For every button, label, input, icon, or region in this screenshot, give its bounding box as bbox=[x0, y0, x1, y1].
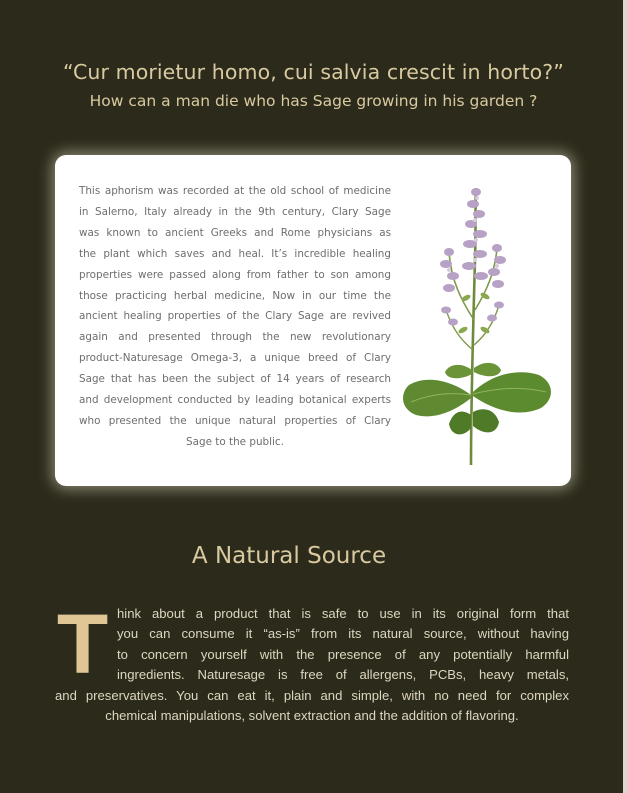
card-line: Sage to the public. bbox=[186, 435, 284, 448]
card-line: product-Naturesage Omega-3, a unique breed of Clary bbox=[79, 352, 391, 365]
card-line: again and presented through the new revolutionary bbox=[79, 331, 391, 344]
clary-sage-plant-image bbox=[391, 180, 561, 470]
card-line: and development conducted by leading botanical experts bbox=[79, 394, 391, 407]
body-line: hink about a product that is safe to use in its original form that bbox=[117, 606, 569, 621]
card-line: This aphorism was recorded at the old school of medicine bbox=[79, 185, 391, 197]
card-line: in Salerno, Italy already in the 9th century, Clary Sage bbox=[79, 205, 391, 218]
card-line: was known to ancient Greeks and Rome physicians as bbox=[79, 226, 391, 239]
quote-translation: How can a man die who has Sage growing in his garden ? bbox=[89, 92, 538, 110]
page-edge bbox=[623, 0, 627, 793]
card-line: those practicing herbal medicine, Now in our time the bbox=[79, 289, 391, 302]
body-line: chemical manipulations, solvent extraction and the addition of flavoring. bbox=[105, 708, 519, 724]
card-line: properties were passed along from father to son among bbox=[79, 268, 391, 281]
card-line: the plant which saves and heal. It’s incredible healing bbox=[79, 247, 391, 260]
body-line: and preservatives. You can eat it, plain and simple, with no need for complex bbox=[55, 688, 569, 703]
drop-cap: T bbox=[56, 597, 109, 691]
card-line: ancient healing properties of the Clary Sage are revived bbox=[79, 310, 391, 323]
lines-beside-drop-cap bbox=[117, 604, 569, 686]
body-line: you can consume it “as-is” from its natural source, without having bbox=[117, 626, 569, 642]
body-line: to concern yourself with the presence of any potentially harmful bbox=[117, 646, 569, 662]
card-line: who presented the unique natural properties of Clary bbox=[79, 414, 391, 427]
card-paragraph bbox=[79, 181, 391, 453]
latin-quote: “Cur morietur homo, cui salvia crescit in horto?” bbox=[63, 60, 564, 84]
card-line: Sage that has been the subject of 14 years of research bbox=[79, 373, 391, 386]
info-card bbox=[55, 155, 571, 486]
section-heading: A Natural Source bbox=[191, 543, 387, 569]
body-paragraph bbox=[55, 597, 569, 727]
body-line: ingredients. Naturesage is free of allergens, PCBs, heavy metals, bbox=[117, 667, 569, 683]
